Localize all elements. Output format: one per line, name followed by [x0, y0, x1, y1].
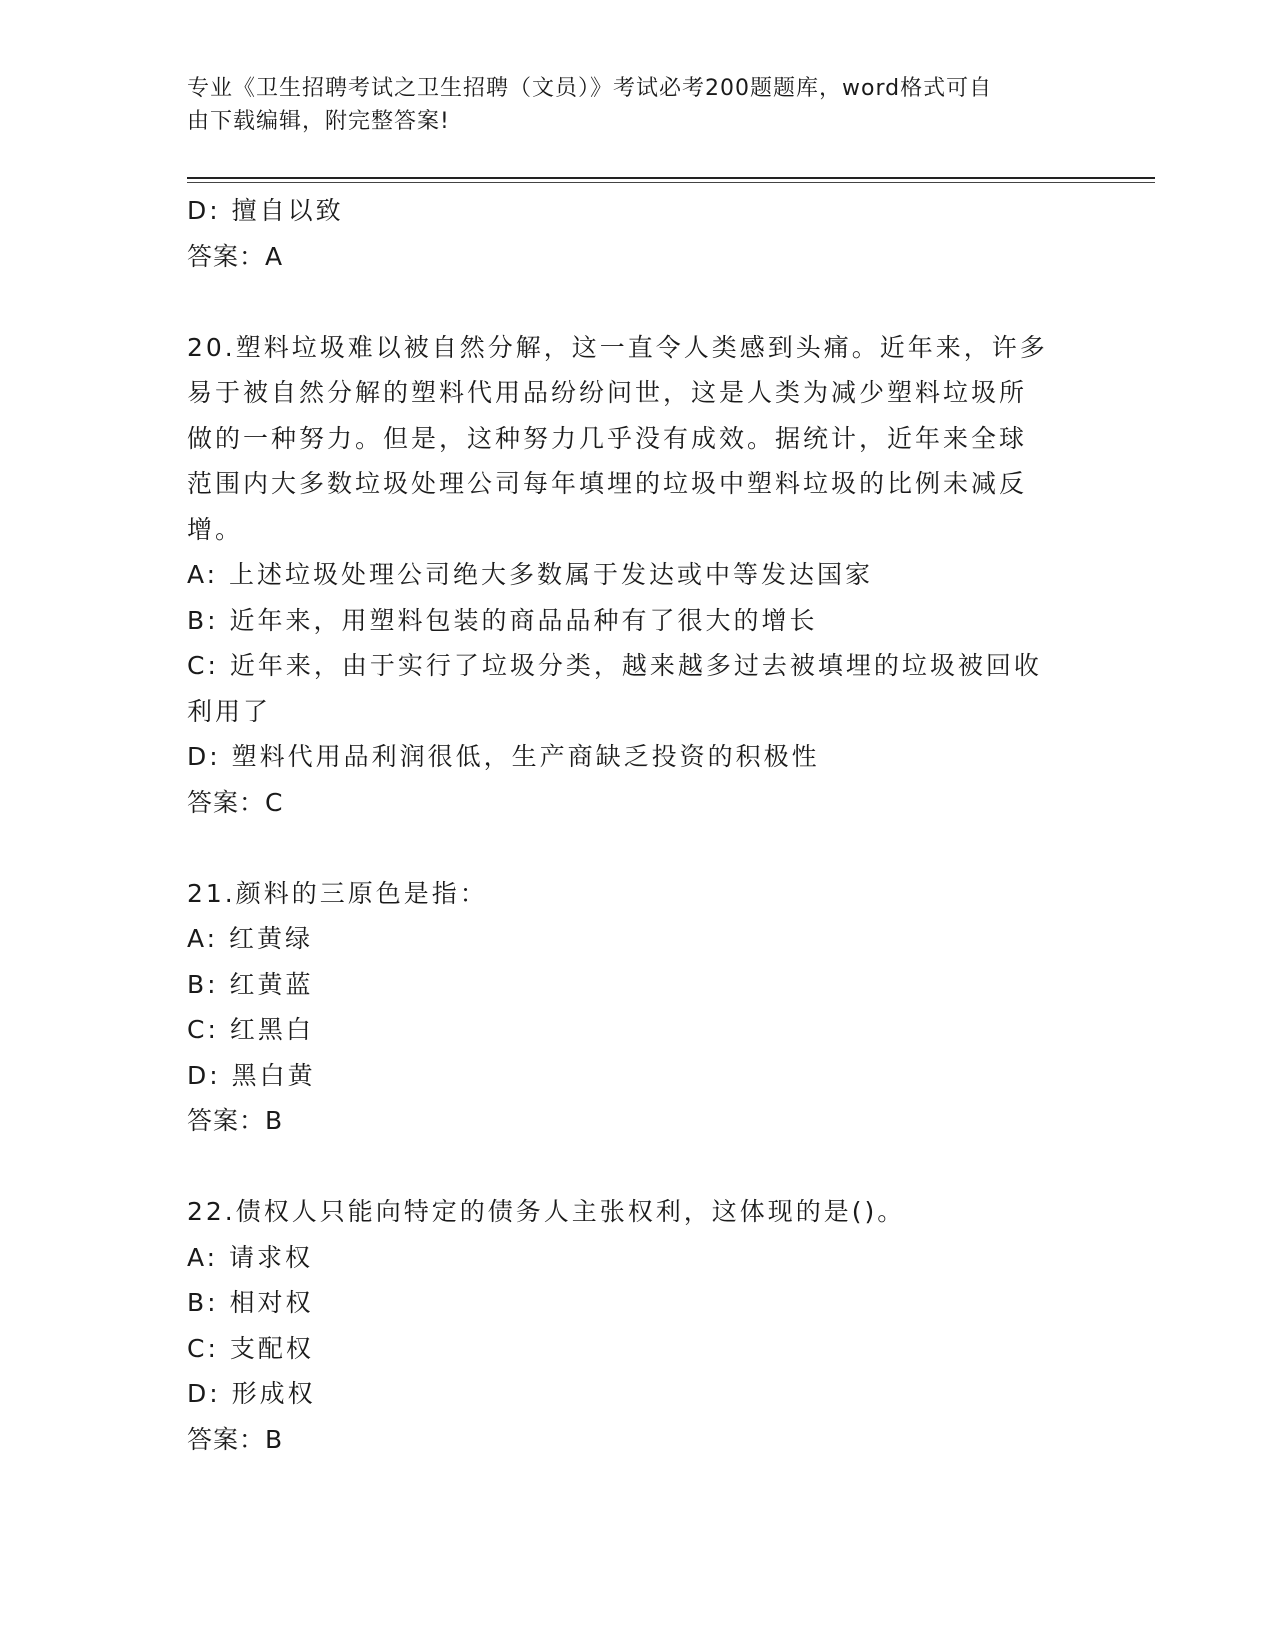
question-stem-line: 20.塑料垃圾难以被自然分解，这一直令人类感到头痛。近年来，许多	[187, 332, 1048, 362]
spacer	[187, 1144, 1087, 1190]
header-divider-thick	[187, 177, 1155, 179]
question-stem-line: 增。	[187, 514, 244, 544]
question-option-c: C: 近年来，由于实行了垃圾分类，越来越多过去被填埋的垃圾被回收	[187, 651, 1042, 680]
question-20	[187, 325, 1087, 826]
question-option-a: A: 上述垃圾处理公司绝大多数属于发达或中等发达国家	[187, 560, 874, 589]
carryover-option-d: D: 擅自以致	[187, 196, 344, 225]
question-option-b: B: 相对权	[187, 1288, 314, 1317]
question-22	[187, 1189, 1087, 1462]
question-option-a: A: 请求权	[187, 1242, 314, 1272]
question-option-b: B: 近年来，用塑料包装的商品品种有了很大的增长	[187, 605, 818, 635]
question-stem-line: 做的一种努力。但是，这种努力几乎没有成效。据统计，近年来全球	[187, 423, 1028, 453]
spacer	[187, 279, 1087, 325]
question-stem-line: 22.债权人只能向特定的债务人主张权利，这体现的是()。	[187, 1197, 906, 1226]
question-option-c-continued: 利用了	[187, 696, 272, 726]
question-option-c: C: 支配权	[187, 1333, 314, 1363]
document-body	[187, 188, 1087, 1462]
question-21	[187, 871, 1087, 1144]
header-line-2: 由下载编辑，附完整答案!	[187, 109, 450, 134]
question-stem-line: 易于被自然分解的塑料代用品纷纷问世，这是人类为减少塑料垃圾所	[187, 378, 1028, 407]
question-option-d: D: 黑白黄	[187, 1060, 316, 1090]
question-answer: 答案：B	[187, 1106, 284, 1135]
question-answer: 答案：B	[187, 1424, 284, 1454]
carryover-answer: 答案：A	[187, 241, 284, 271]
spacer	[187, 825, 1087, 871]
question-option-c: C: 红黑白	[187, 1015, 314, 1044]
question-option-d: D: 形成权	[187, 1379, 316, 1408]
question-stem-line: 范围内大多数垃圾处理公司每年填埋的垃圾中塑料垃圾的比例未减反	[187, 469, 1028, 498]
header-line-1: 专业《卫生招聘考试之卫生招聘（文员）》考试必考200题题库，word格式可自	[187, 76, 993, 101]
question-option-d: D: 塑料代用品利润很低，生产商缺乏投资的积极性	[187, 742, 820, 771]
question-answer: 答案：C	[187, 787, 284, 817]
document-header	[187, 72, 1067, 138]
question-option-b: B: 红黄蓝	[187, 969, 314, 999]
header-divider-thin	[187, 182, 1155, 183]
question-stem-line: 21.颜料的三原色是指：	[187, 878, 488, 908]
question-option-a: A: 红黄绿	[187, 924, 314, 953]
